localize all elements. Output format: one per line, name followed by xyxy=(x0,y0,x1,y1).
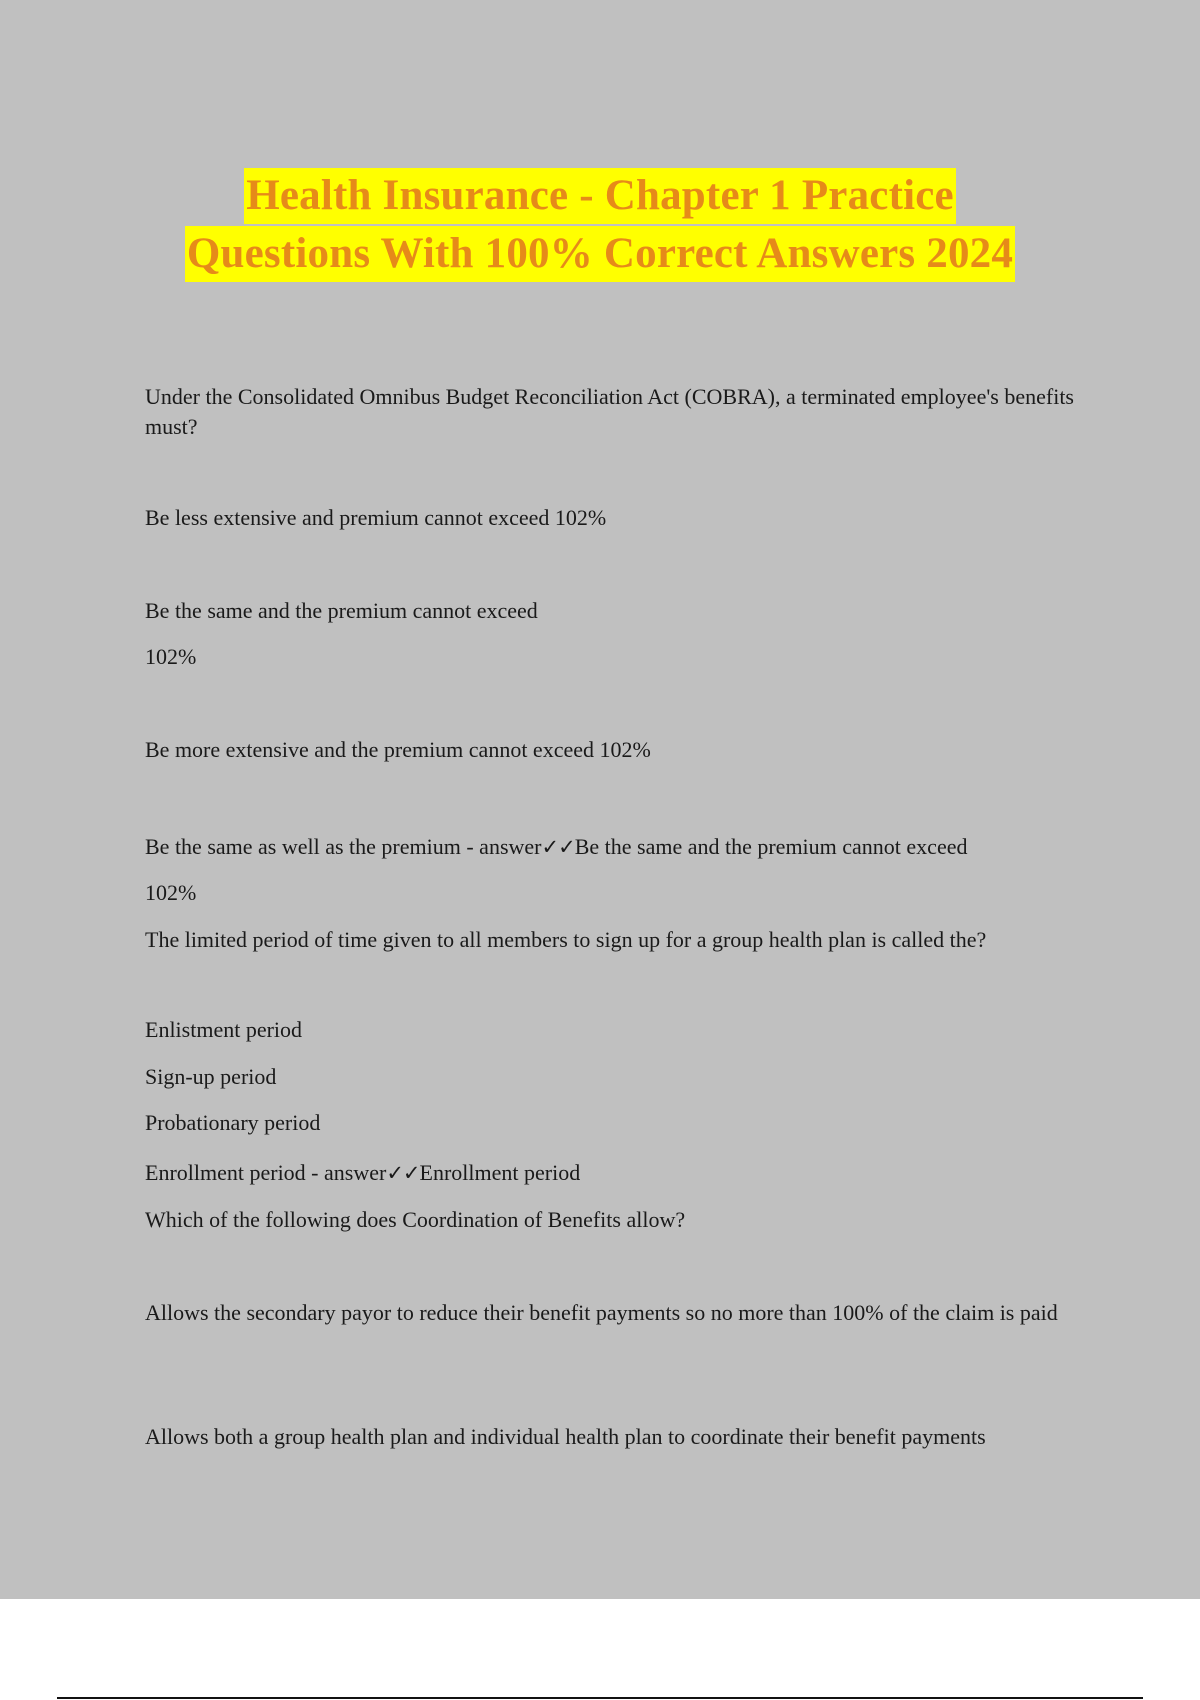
question-2-option-c: Probationary period xyxy=(145,1110,321,1135)
question-3-text: Which of the following does Coordination of Benefits allow? xyxy=(145,1207,686,1232)
title-line-1: Health Insurance - Chapter 1 Practice xyxy=(244,168,956,224)
question-2-text: The limited period of time given to all members to sign up for a group health plan is called the? xyxy=(145,927,987,952)
question-1-option-a: Be less extensive and premium cannot exceed 102% xyxy=(145,505,607,530)
document-title xyxy=(0,168,1200,282)
question-1-answer-line-2: 102% xyxy=(145,880,197,905)
question-1-option-b-line-2: 102% xyxy=(145,644,197,669)
question-1-option-c: Be more extensive and the premium cannot exceed 102% xyxy=(145,737,651,762)
title-line-2: Questions With 100% Correct Answers 2024 xyxy=(185,226,1015,282)
question-3-option-a: Allows the secondary payor to reduce their benefit payments so no more than 100% of the claim is paid xyxy=(145,1300,1058,1325)
check-mark-icon: ✓✓ xyxy=(386,1161,420,1185)
footer-divider xyxy=(57,1697,1143,1699)
question-2-option-d-text: Enrollment period - answer xyxy=(145,1160,387,1185)
question-1-option-b-line-1: Be the same and the premium cannot exceed xyxy=(145,598,538,623)
check-mark-icon: ✓✓ xyxy=(541,835,575,859)
question-1-answer: Be the same and the premium cannot exceed xyxy=(574,834,968,859)
question-3-option-b: Allows both a group health plan and individual health plan to coordinate their benefit payments xyxy=(145,1424,986,1449)
question-2-answer: Enrollment period xyxy=(419,1160,581,1185)
question-1-option-d-text: Be the same as well as the premium - answer xyxy=(145,834,542,859)
question-1-option-d xyxy=(145,832,1095,862)
question-2-option-d xyxy=(145,1158,1095,1188)
question-2-option-a: Enlistment period xyxy=(145,1017,303,1042)
question-1-text: Under the Consolidated Omnibus Budget Reconciliation Act (COBRA), a terminated employee's benefits must? xyxy=(145,384,1074,439)
question-2-option-b: Sign-up period xyxy=(145,1064,277,1089)
